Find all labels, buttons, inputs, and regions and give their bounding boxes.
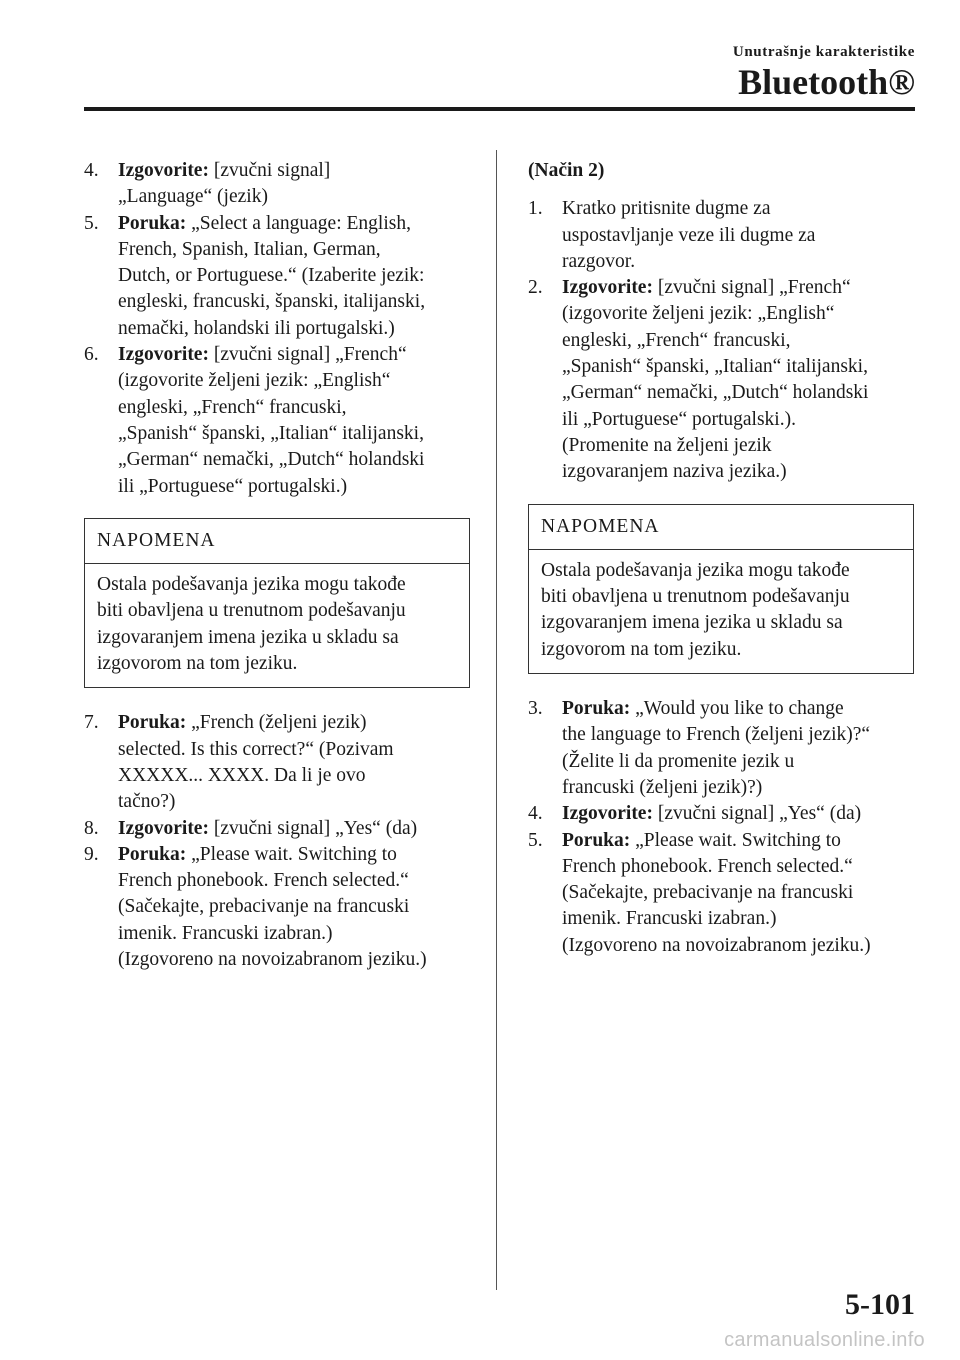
step-text: selected. Is this correct?“ (Pozivam: [118, 738, 394, 760]
step-line: [118, 211, 470, 237]
step-line: [118, 263, 470, 289]
step-line: [562, 854, 914, 880]
step-text: „Spanish“ španski, „Italian“ italijanski,: [118, 422, 424, 444]
step-line: [562, 775, 914, 801]
step-text: (izgovorite željeni jezik: „English“: [118, 370, 391, 392]
step-text: [zvučni signal]: [213, 160, 331, 181]
step-text: Kratko pritisnite dugme za: [562, 198, 771, 220]
step-number: 7.: [84, 712, 99, 734]
step-line: [118, 474, 470, 500]
step-text: (izgovorite željeni jezik: „English“: [562, 303, 835, 325]
step-keyword: Izgovorite:: [118, 817, 209, 839]
note-line: izgovaranjem imena jezika u skladu sa: [97, 626, 399, 648]
step-text: engleski, „French“ francuski,: [118, 396, 347, 418]
step-text: (Izgovoreno na novoizabranom jeziku.): [562, 934, 871, 956]
note-box-right: [528, 504, 914, 674]
step-number: 5.: [528, 829, 543, 851]
step-text: XXXXX... XXXX. Da li je ovo: [118, 764, 366, 786]
step-keyword: Izgovorite:: [118, 160, 209, 181]
step-text: nemački, holandski ili portugalski.): [118, 317, 395, 339]
step-line: [562, 354, 914, 380]
step-line: [562, 801, 914, 827]
step-text: „Please wait. Switching to: [191, 843, 397, 865]
step-line: [118, 447, 470, 473]
column-divider: [496, 150, 497, 1290]
step-text: the language to French (željeni jezik)?“: [562, 724, 871, 746]
step-line: [118, 763, 470, 789]
step-line: [118, 395, 470, 421]
step-text: (Sačekajte, prebacivanje na francuski: [118, 896, 410, 918]
step-line: [562, 196, 914, 222]
step-number: 4.: [528, 803, 543, 825]
step-text: [zvučni signal] „Yes“ (da): [213, 817, 418, 839]
step-text: ili „Portuguese“ portugalski.).: [562, 408, 796, 430]
step-line: [118, 184, 470, 210]
step-line: [118, 237, 470, 263]
step-item: [528, 196, 914, 275]
step-text: French phonebook. French selected.“: [118, 870, 409, 892]
step-line: [562, 459, 914, 485]
step-text: „Language“ (jezik): [118, 186, 268, 208]
step-keyword: Izgovorite:: [562, 277, 653, 299]
step-text: engleski, francuski, španski, italijanski,: [118, 291, 426, 313]
step-keyword: Poruka:: [118, 712, 187, 734]
step-text: „Select a language: English,: [191, 212, 411, 234]
step-line: [118, 868, 470, 894]
step-line: [562, 880, 914, 906]
step-text: (Sačekajte, prebacivanje na francuski: [562, 882, 854, 904]
left-steps-a: [84, 158, 470, 500]
left-steps-b: [84, 710, 470, 973]
step-item: [84, 816, 470, 842]
step-keyword: Izgovorite:: [118, 344, 209, 366]
note-line: biti obavljena u trenutnom podešavanju: [541, 586, 850, 608]
step-line: [118, 289, 470, 315]
step-text: (Želite li da promenite jezik u: [562, 750, 795, 772]
note-title: NAPOMENA: [529, 505, 913, 550]
step-line: [118, 789, 470, 815]
step-keyword: Poruka:: [118, 212, 187, 234]
step-line: [118, 842, 470, 868]
step-line: [118, 421, 470, 447]
step-text: „French (željeni jezik): [191, 712, 367, 734]
step-number: 4.: [84, 160, 99, 181]
step-line: [118, 737, 470, 763]
step-text: (Izgovoreno na novoizabranom jeziku.): [118, 949, 427, 971]
step-line: [118, 158, 470, 184]
step-text: imenik. Francuski izabran.): [118, 922, 333, 944]
note-line: Ostala podešavanja jezika mogu takođe: [541, 559, 850, 581]
method-heading: (Način 2): [528, 160, 605, 181]
step-number: 1.: [528, 198, 543, 220]
step-text: „German“ nemački, „Dutch“ holandski: [562, 382, 869, 404]
step-line: [118, 921, 470, 947]
step-number: 3.: [528, 698, 543, 720]
step-keyword: Poruka:: [118, 843, 187, 865]
note-line: izgovaranjem imena jezika u skladu sa: [541, 612, 843, 634]
step-number: 8.: [84, 817, 99, 839]
step-item: [84, 842, 470, 973]
step-text: izgovaranjem naziva jezika.): [562, 461, 787, 483]
step-number: 5.: [84, 212, 99, 234]
step-item: [84, 158, 470, 211]
step-item: [528, 275, 914, 485]
step-line: [562, 696, 914, 722]
step-text: razgovor.: [562, 250, 636, 272]
step-text: francuski (željeni jezik)?): [562, 776, 763, 798]
step-text: [zvučni signal] „Yes“ (da): [657, 803, 862, 825]
right-column: [528, 158, 914, 959]
left-column: [84, 158, 470, 973]
step-line: [562, 249, 914, 275]
step-number: 6.: [84, 344, 99, 366]
header-rule: [84, 107, 915, 111]
step-line: [562, 407, 914, 433]
step-line: [562, 906, 914, 932]
step-item: [84, 710, 470, 815]
step-keyword: Izgovorite:: [562, 803, 653, 825]
step-text: „Would you like to change: [635, 698, 844, 720]
step-text: French phonebook. French selected.“: [562, 855, 853, 877]
note-box-left: [84, 518, 470, 688]
step-line: [118, 947, 470, 973]
step-item: [528, 696, 914, 801]
note-line: Ostala podešavanja jezika mogu takođe: [97, 574, 406, 596]
header-section-label: Unutrašnje karakteristike: [732, 44, 915, 60]
step-item: [528, 828, 914, 959]
step-line: [562, 749, 914, 775]
step-keyword: Poruka:: [562, 698, 631, 720]
step-text: imenik. Francuski izabran.): [562, 908, 777, 930]
step-item: [84, 211, 470, 342]
step-line: [562, 380, 914, 406]
step-line: [562, 933, 914, 959]
step-line: [562, 223, 914, 249]
step-text: „German“ nemački, „Dutch“ holandski: [118, 449, 425, 471]
step-line: [118, 710, 470, 736]
step-text: „Please wait. Switching to: [635, 829, 841, 851]
step-text: French, Spanish, Italian, German,: [118, 238, 381, 260]
step-text: uspostavljanje veze ili dugme za: [562, 224, 816, 246]
note-title: NAPOMENA: [85, 519, 469, 564]
right-steps-b: [528, 696, 914, 959]
step-text: ili „Portuguese“ portugalski.): [118, 475, 348, 497]
step-item: [528, 801, 914, 827]
step-line: [562, 722, 914, 748]
step-text: „Spanish“ španski, „Italian“ italijanski,: [562, 356, 868, 378]
right-steps-a: [528, 196, 914, 485]
step-line: [562, 328, 914, 354]
step-line: [562, 301, 914, 327]
step-number: 9.: [84, 843, 99, 865]
watermark: carmanualsonline.info: [724, 1329, 925, 1351]
step-line: [118, 816, 470, 842]
step-number: 2.: [528, 277, 543, 299]
note-body: [85, 564, 469, 687]
step-text: tačno?): [118, 791, 176, 813]
step-line: [118, 342, 470, 368]
step-text: [zvučni signal] „French“: [213, 344, 407, 366]
step-line: [562, 828, 914, 854]
step-line: [118, 368, 470, 394]
note-line: izgovorom na tom jeziku.: [97, 653, 298, 675]
step-item: [84, 342, 470, 500]
step-text: Dutch, or Portuguese.“ (Izaberite jezik:: [118, 265, 425, 287]
note-body: [529, 550, 913, 673]
step-line: [118, 316, 470, 342]
step-line: [562, 275, 914, 301]
note-line: biti obavljena u trenutnom podešavanju: [97, 600, 406, 622]
step-text: engleski, „French“ francuski,: [562, 329, 791, 351]
header-title: Bluetooth®: [738, 62, 915, 102]
page-number: 5-101: [845, 1288, 915, 1321]
note-line: izgovorom na tom jeziku.: [541, 638, 742, 660]
step-line: [562, 433, 914, 459]
step-keyword: Poruka:: [562, 829, 631, 851]
step-text: (Promenite na željeni jezik: [562, 434, 772, 456]
step-line: [118, 894, 470, 920]
step-text: [zvučni signal] „French“: [657, 277, 851, 299]
